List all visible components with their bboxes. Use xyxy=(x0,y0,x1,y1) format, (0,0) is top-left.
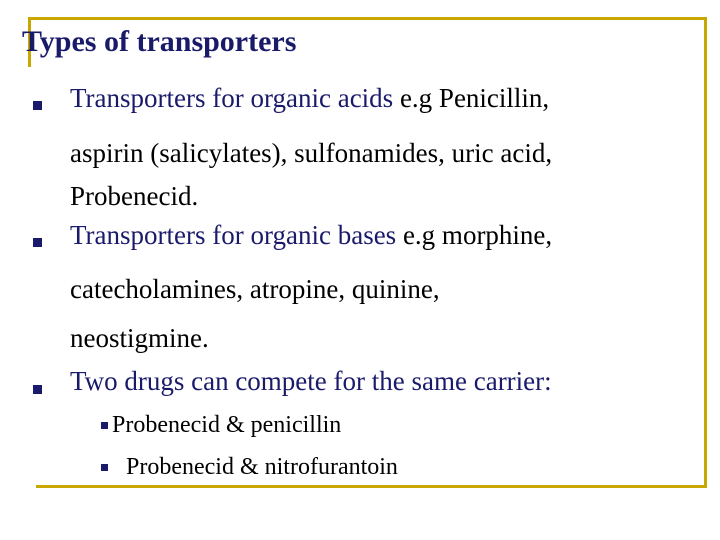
bullet-2-line-3: neostigmine. xyxy=(70,323,209,353)
bullet-2-lead: Transporters for organic bases xyxy=(70,220,397,250)
frame-bottom-line xyxy=(36,485,707,488)
bullet-square-icon xyxy=(33,238,42,247)
sub-bullet-square-icon xyxy=(101,464,108,471)
bullet-1-rest: e.g Penicillin, xyxy=(393,83,550,113)
sub-bullet-1: Probenecid & penicillin xyxy=(112,412,342,438)
bullet-2-line-2: catecholamines, atropine, quinine, xyxy=(70,274,440,304)
bullet-1-line-3: Probenecid. xyxy=(70,181,199,211)
bullet-2-rest: e.g morphine, xyxy=(396,220,553,250)
slide-title: Types of transporters xyxy=(22,25,297,58)
bullet-1-line-2: aspirin (salicylates), sulfonamides, uric acid, xyxy=(70,138,553,168)
bullet-1-lead: Transporters for organic acids xyxy=(70,83,394,113)
bullet-3-line-1: Two drugs can compete for the same carrier: xyxy=(70,366,552,396)
bullet-square-icon xyxy=(33,101,42,110)
bullet-1-line-1 xyxy=(70,82,549,114)
sub-bullet-square-icon xyxy=(101,422,108,429)
sub-bullet-2: Probenecid & nitrofurantoin xyxy=(126,454,398,480)
frame-top-line xyxy=(28,17,706,20)
frame-right-line xyxy=(704,17,707,487)
bullet-square-icon xyxy=(33,385,42,394)
bullet-2-line-1 xyxy=(70,219,552,251)
